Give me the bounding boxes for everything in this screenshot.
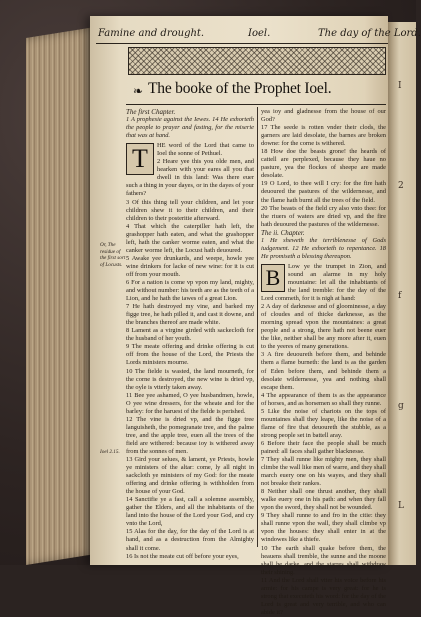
facing-page-glyph: I (398, 81, 402, 91)
verse: 2 Heare yee this you olde men, and hearken with your eares all you that dwell in this land: Was there euer such a thing in your dayes, or in the dayes of your fathers? (126, 158, 254, 198)
facing-page-glyph: g (398, 401, 404, 411)
margin-note: Ioel 2.15. (100, 449, 120, 455)
chapter-summary: 1 He sheweth the terriblenesse of Gods iudgement. 12 He exhorteth to repentance. 18 He promiseth a blessing thereupon. (261, 236, 386, 260)
page-edges (26, 27, 96, 565)
book-title: The booke of the Prophet Ioel. (148, 80, 332, 97)
verse: 13 Gird your selues, & lament, ye Priests, howle ye ministers of the altar: come, ly all night in sackcloth ye ministers of my God: for the meate offering and drinke offering is withholden from the house of your God. (126, 456, 254, 496)
verse: 8 Lament as a virgine girded with sackecloth for the husband of her youth. (126, 327, 254, 343)
facing-page-glyph: L (398, 501, 404, 511)
verse: 17 The seede is rotten vnder their clods, the garners are laid desolate, the barnes are broken downe: for the corne is withered. (261, 124, 386, 148)
facing-page-glyph: 2 (398, 181, 404, 191)
verse: 11 Bee yee ashamed, O yee husbandmen, howle, O yee wine dressers, for the wheate and for the barley: for the haruest of the fielde is perished. (126, 391, 254, 415)
verse: 15 Alas for the day, for the day of the Lord is at hand, and as a destruction from the Almighty shall it come. (126, 528, 254, 552)
verse: 3 Of this thing tell your children, and let your children shew it to their children, and their children to their posteritie afterward. (126, 198, 254, 222)
running-head (98, 28, 421, 42)
running-head-right: The day of the Lord. (318, 28, 421, 39)
title-rule (126, 104, 386, 105)
column-divider (257, 107, 258, 547)
verse: 10 The fielde is wasted, the land mourneth, for the corne is destroyed, the new wine is dried vp, the oyle is vtterly taken away. (126, 367, 254, 391)
verse: 3 A fire deuoureth before them, and behinde them a flame burneth: the land is as the garden of Eden before them, and behinde them a desolate wildernesse, yea and nothing shall escape them. (261, 351, 386, 391)
running-head-left: Famine and drought. (98, 28, 205, 39)
verse: 5 Awake yee drunkards, and weepe, howle yee wine drinkers for lacke of new wine: for it is cut off from your mouth. (126, 254, 254, 278)
facing-page-fragment (388, 22, 416, 565)
verse: 2 A day of darknesse and of gloominesse, a day of cloudes and of thicke darknesse, as the morning spread vpon the mountaines: a great people and a strong, there hath not beene euer the like, neither shall be any more after it, euen to the yeeres of many generations. (261, 303, 386, 351)
verse: 19 O Lord, to thee will I cry: for the fire hath deuoured the pastures of the wildernesse, and the flame hath burnt all the trees of the field. (261, 180, 386, 204)
chapter-summary: 1 A prophesie against the Iewes. 14 He exhorteth the people to prayer and fasting, for the miserie that was at hand. (126, 116, 254, 140)
verse: 14 Sanctifie ye a fast, call a solemne assembly, gather the Elders, and all the inhabitants of the land into the house of the Lord your God, and cry vnto the Lord, (126, 496, 254, 528)
verse: 16 Is not the meate cut off before your eyes, (126, 552, 239, 560)
verse: 11 And the Lord shall vtter his voice before his armie: for his campe is very great: for he is strong that executeth his word: for the day of the Lord is great and very terrible, and who can abide it? (261, 576, 386, 616)
verse: HE word of the Lord that came to Ioel the sonne of Pethuel. (157, 142, 254, 158)
head-rule (96, 43, 388, 44)
verse: 4 That which the caterpiller hath left, the grashopper hath eaten, and what the grashopper left, hath the canker worme eaten, and what the canker worme left, the Locust hath deuoured. (126, 222, 254, 254)
drop-capital: T (126, 143, 154, 175)
chapter-heading: The first Chapter. (126, 108, 176, 116)
verse: 18 How doe the beasts grone! the heards of cattell are perplexed, because they haue no pasture, yea the flockes of sheepe are made desolate. (261, 148, 386, 180)
verse: 9 They shall runne to and fro in the citie: they shall runne vpon the wall, they shall climbe vp vpon the houses: they shall enter in at the windowes like a thiefe. (261, 512, 386, 544)
right-column (261, 108, 386, 616)
verse: 5 Like the noise of chariots on the tops of mountaines shall they leape, like the noise of a flame of fire that deuoureth the stubble, as a strong people set in battell aray. (261, 407, 386, 439)
verse: 6 Before their face the people shall be much pained: all faces shall gather blacknesse. (261, 439, 386, 455)
verse: 10 The earth shall quake before them, the heauens shall tremble, the sunne and the moone shall be darke, and the starres shall withdraw their shining. (261, 544, 386, 576)
drop-capital: B (261, 264, 285, 292)
verse: 9 The meate offering and drinke offering is cut off from the house of the Lord, the Priests the Lords ministers mourne. (126, 343, 254, 367)
fleuron-icon: ❧ (133, 84, 144, 98)
verse: Low ye the trumpet in Zion, and sound an alarme in my holy mountaine: let all the inhabitants of the land tremble: for the day of the Lord commeth, for it is nigh at hand: (261, 262, 386, 303)
left-column (126, 108, 254, 560)
verse: 4 The appearance of them is as the appearance of horses, and as horsemen so shall they runne. (261, 391, 386, 407)
verse: 7 He hath destroyed my vine, and barked my figge tree, he hath pilled it, and cast it downe, and the branches thereof are made white. (126, 303, 254, 327)
verse: 8 Neither shall one thrust another, they shall walke euery one in his path: and when they fall vpon the sword, they shall not be wounded. (261, 488, 386, 512)
verse: 6 For a nation is come vp vpon my land, mighty, and without number: his teeth are as the teeth of a Lion, and he hath the iawes of a great Lion. (126, 278, 254, 303)
verse: 7 They shall runne like mighty men, they shall climbe the wall like men of warre, and they shall march euery one on his wayes, and they shall not breake their rankes. (261, 456, 386, 488)
chapter-heading: The ii. Chapter. (261, 228, 305, 237)
verse: 12 The vine is dried vp, and the figge tree languisheth, the pomegranate tree, and the palme tree, and the apple tree, euen all the trees of the field are withered: because ioy is withered away from the sonnes of men. (126, 415, 254, 455)
headpiece-ornament (128, 47, 386, 75)
verse: 20 The beasts of the field cry also vnto thee: for the riuers of waters are dried vp, and the fire hath deuoured the pastures of the wildernesse. (261, 204, 386, 228)
running-head-center: Ioel. (248, 28, 271, 39)
margin-note: Or, The residue of the first sort of Locusts. (100, 242, 126, 268)
verse: yea ioy and gladnesse from the house of our God? (261, 108, 386, 124)
facing-page-glyph: f (398, 291, 402, 301)
